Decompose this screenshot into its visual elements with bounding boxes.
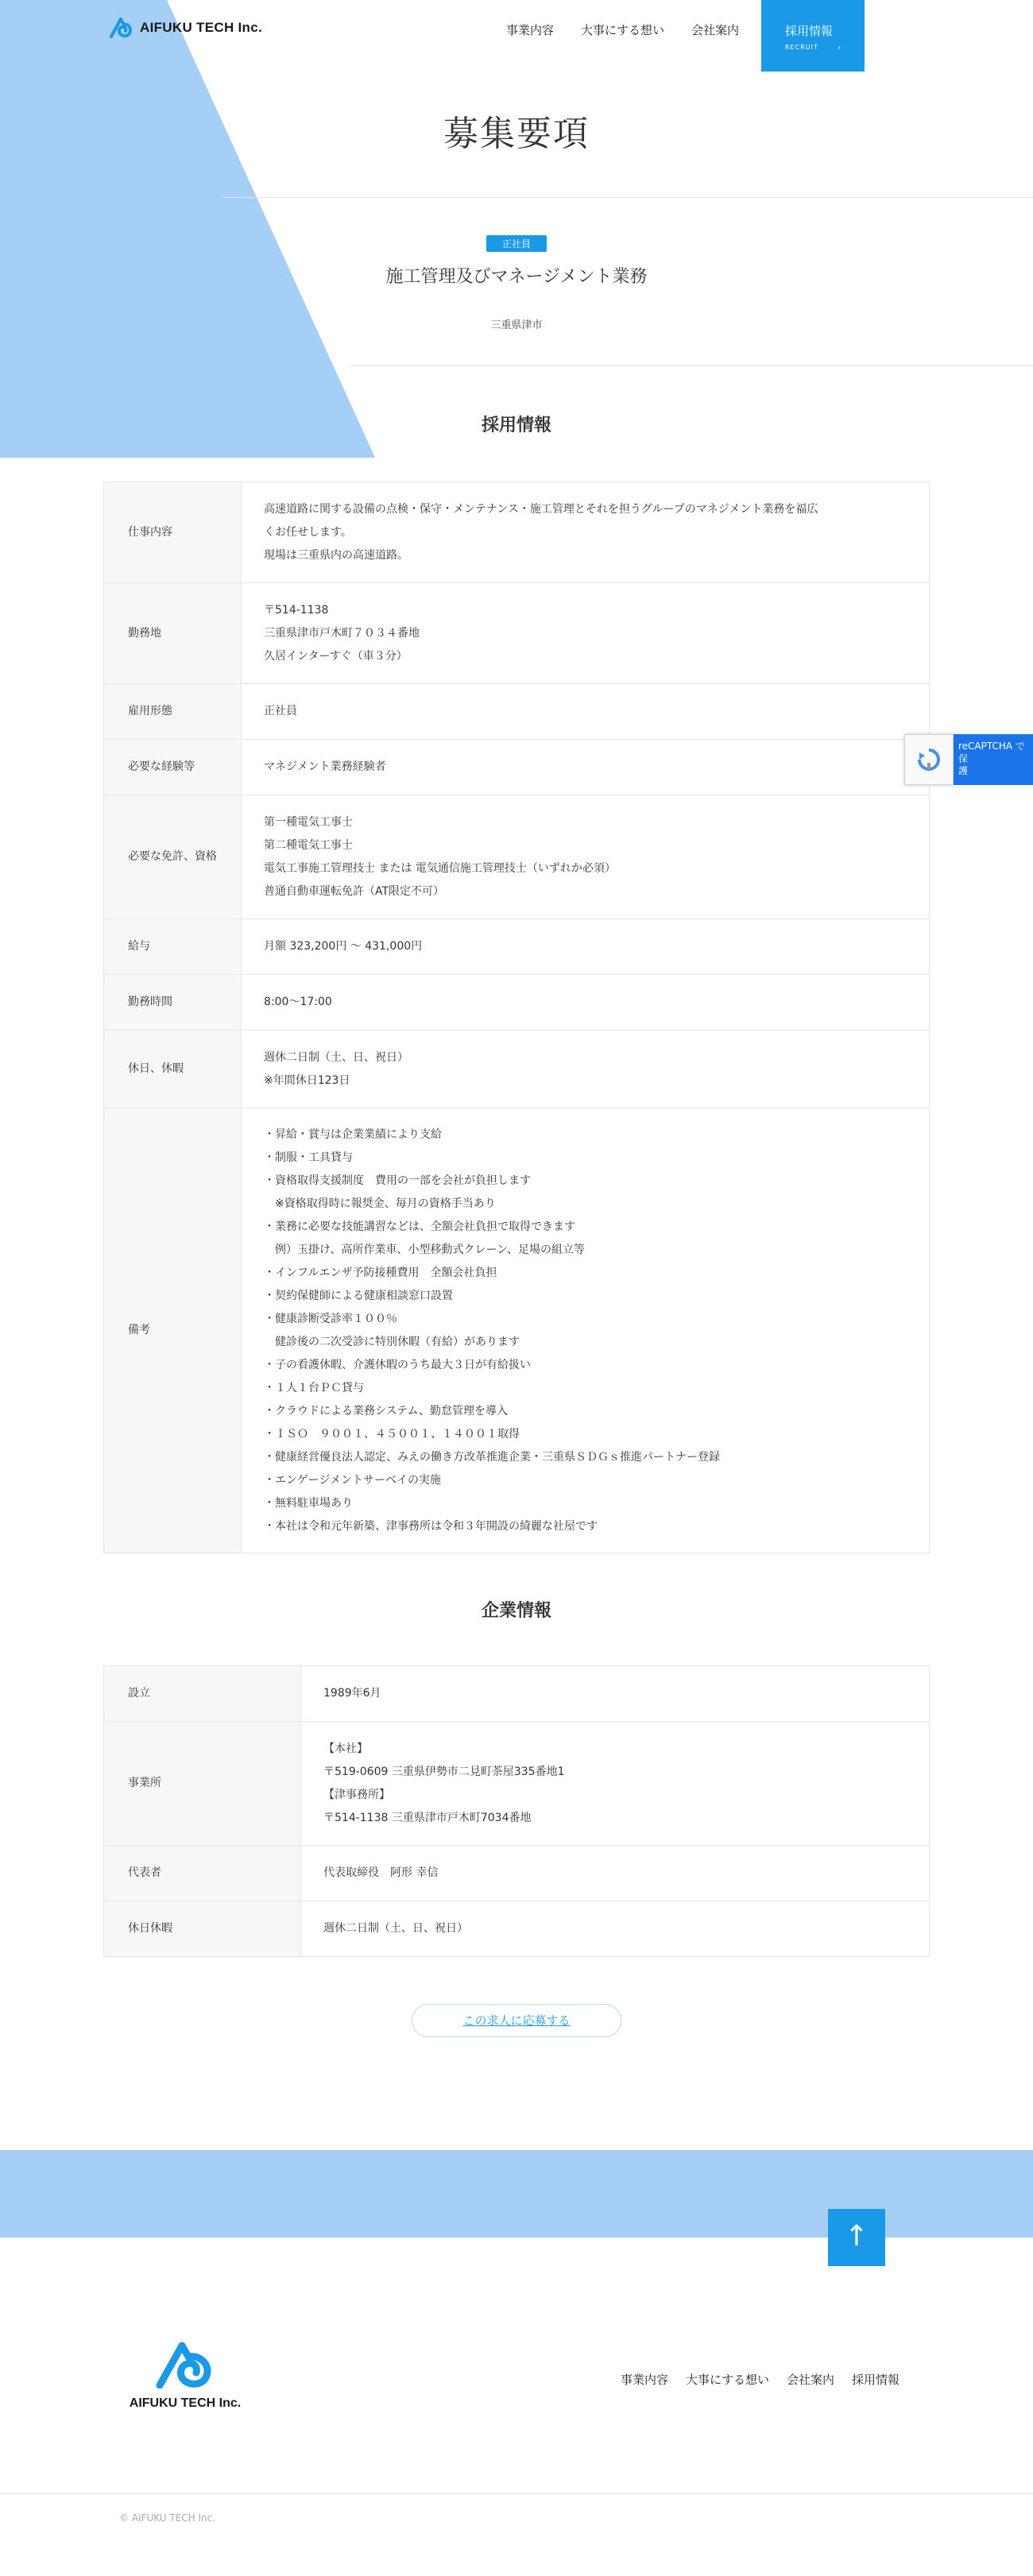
row-label: 仕事内容: [104, 482, 242, 583]
copyright: © AIFUKU TECH Inc.: [119, 2512, 216, 2524]
logo-text: AIFUKU TECH Inc.: [140, 20, 263, 35]
row-value: 高速道路に関する設備の点検・保守・メンテナンス・施工管理とそれを担うグループのマネジメント業務を福広 くお任せします。 現場は三重県内の高速道路。: [242, 482, 930, 583]
chevron-right-icon: ›: [838, 44, 841, 52]
row-label: 休日、休暇: [104, 1031, 242, 1108]
company-section-title: 企業情報: [481, 1601, 551, 1621]
nav-company[interactable]: 会社案内: [691, 23, 739, 37]
table-row: [104, 1108, 930, 1553]
job-location: 三重県津市: [490, 319, 543, 331]
recruit-sub-label: RECRUIT: [785, 44, 818, 51]
row-label: 雇用形態: [104, 684, 242, 740]
table-row: [104, 583, 930, 684]
row-value: 週休二日制（土、日、祝日） ※年間休日123日: [242, 1031, 930, 1108]
row-value: 正社員: [242, 684, 930, 740]
row-label: 必要な経験等: [104, 740, 242, 795]
table-row: [104, 1031, 930, 1108]
recruit-section-title: 採用情報: [481, 416, 551, 435]
footer-logo[interactable]: [126, 2341, 245, 2411]
logo-mark-icon: [155, 2341, 215, 2388]
recruit-info-table: [103, 482, 930, 1553]
row-value: 1989年6月: [301, 1666, 930, 1722]
row-value: 代表取締役 阿形 幸信: [301, 1846, 930, 1901]
row-label: 給与: [104, 919, 242, 975]
footer-nav-business[interactable]: 事業内容: [620, 2373, 668, 2387]
global-nav: [506, 21, 739, 38]
row-label: 事業所: [104, 1722, 301, 1846]
apply-button[interactable]: この求人に応募する: [412, 2004, 621, 2037]
row-value: 【本社】 〒519-0609 三重県伊勢市二見町茶屋335番地1 【津事務所】 〒514-1138 三重県津市戸木町7034番地: [301, 1722, 930, 1846]
back-to-top-button[interactable]: [828, 2209, 885, 2266]
table-row: [104, 740, 930, 795]
footer-nav-philosophy[interactable]: 大事にする想い: [685, 2373, 769, 2387]
table-row: [104, 482, 930, 583]
table-row: [104, 919, 930, 975]
footer-nav: [621, 2371, 900, 2388]
row-label: 代表者: [104, 1846, 301, 1901]
recruit-label: 採用情報: [785, 24, 834, 38]
recaptcha-icon: [904, 734, 954, 785]
divider: [0, 2493, 1033, 2494]
row-value: 月額 323,200円 〜 431,000円: [242, 919, 930, 975]
logo-mark-icon: [110, 17, 133, 38]
nav-philosophy[interactable]: 大事にする想い: [580, 23, 664, 37]
recaptcha-badge[interactable]: [904, 734, 1033, 785]
footer-nav-company[interactable]: 会社案内: [786, 2373, 834, 2387]
table-row: [104, 1901, 930, 1957]
row-label: 勤務地: [104, 583, 242, 684]
table-row: [104, 684, 930, 740]
row-label: 備考: [104, 1108, 242, 1553]
table-row: [104, 1666, 930, 1722]
row-label: 休日休暇: [104, 1901, 301, 1957]
page-title: 募集要項: [443, 114, 590, 154]
row-value: 8:00〜17:00: [242, 975, 930, 1031]
row-value: 第一種電気工事士 第二種電気工事士 電気工事施工管理技士 または 電気通信施工管理技士（いずれか必須） 普通自動車運転免許（AT限定不可）: [242, 795, 930, 919]
table-row: [104, 1722, 930, 1846]
table-row: [104, 975, 930, 1031]
row-value: 週休二日制（土、日、祝日）: [301, 1901, 930, 1957]
nav-business[interactable]: 事業内容: [505, 23, 554, 37]
row-label: 勤務時間: [104, 975, 242, 1031]
table-row: [104, 795, 930, 919]
row-label: 設立: [104, 1666, 301, 1722]
recruit-button[interactable]: [761, 0, 865, 72]
divider: [222, 197, 1033, 198]
row-value: 〒514-1138 三重県津市戸木町７０３４番地 久居インターすぐ（車３分）: [242, 583, 930, 684]
footer-logo-text: AIFUKU TECH Inc.: [129, 2396, 242, 2410]
company-info-table: [103, 1665, 930, 1957]
employment-badge: 正社員: [486, 235, 547, 252]
row-value: ・昇給・賞与は企業業績により支給 ・制服・工具貸与 ・資格取得支援制度 費用の一部を会社が負担します ※資格取得時に報奨金、毎月の資格手当あり ・業務に必要な技能講習などは、全額会社負担で取得できます 例）玉掛け、高所作業車、小型移動式クレーン、足場の組立等 ・インフルエンザ予防接種費用 全額会社負担 ・契約保健師による健康相談窓口設置 ・健康診断受診率１００％ 健診後の二次受診に特別休暇（有給）があります ・子の看護休暇、介護休暇のうち最大３日が有給扱い ・１人１台ＰＣ貸与 ・クラウドによる業務システム、勤怠管理を導入 ・ＩＳＯ ９００１、４５００１、１４００１取得 ・健康経営優良法人認定、みえの働き方改革推進企業・三重県ＳＤＧｓ推進パートナー登録 ・エンゲージメントサーベイの実施 ・無料駐車場あり ・本社は令和元年新築、津事務所は令和３年開設の綺麗な社屋です: [242, 1108, 930, 1553]
row-value: マネジメント業務経験者: [242, 740, 930, 795]
site-header: [0, 0, 1033, 72]
arrow-up-icon: ↑: [844, 2220, 869, 2253]
table-row: [104, 1846, 930, 1901]
logo[interactable]: [110, 17, 262, 38]
recaptcha-text: reCAPTCHA で保 護: [954, 734, 1033, 785]
row-label: 必要な免許、資格: [104, 795, 242, 919]
job-header: [0, 235, 1033, 331]
job-title: 施工管理及びマネージメント業務: [385, 267, 648, 287]
footer-nav-recruit[interactable]: 採用情報: [851, 2373, 900, 2387]
